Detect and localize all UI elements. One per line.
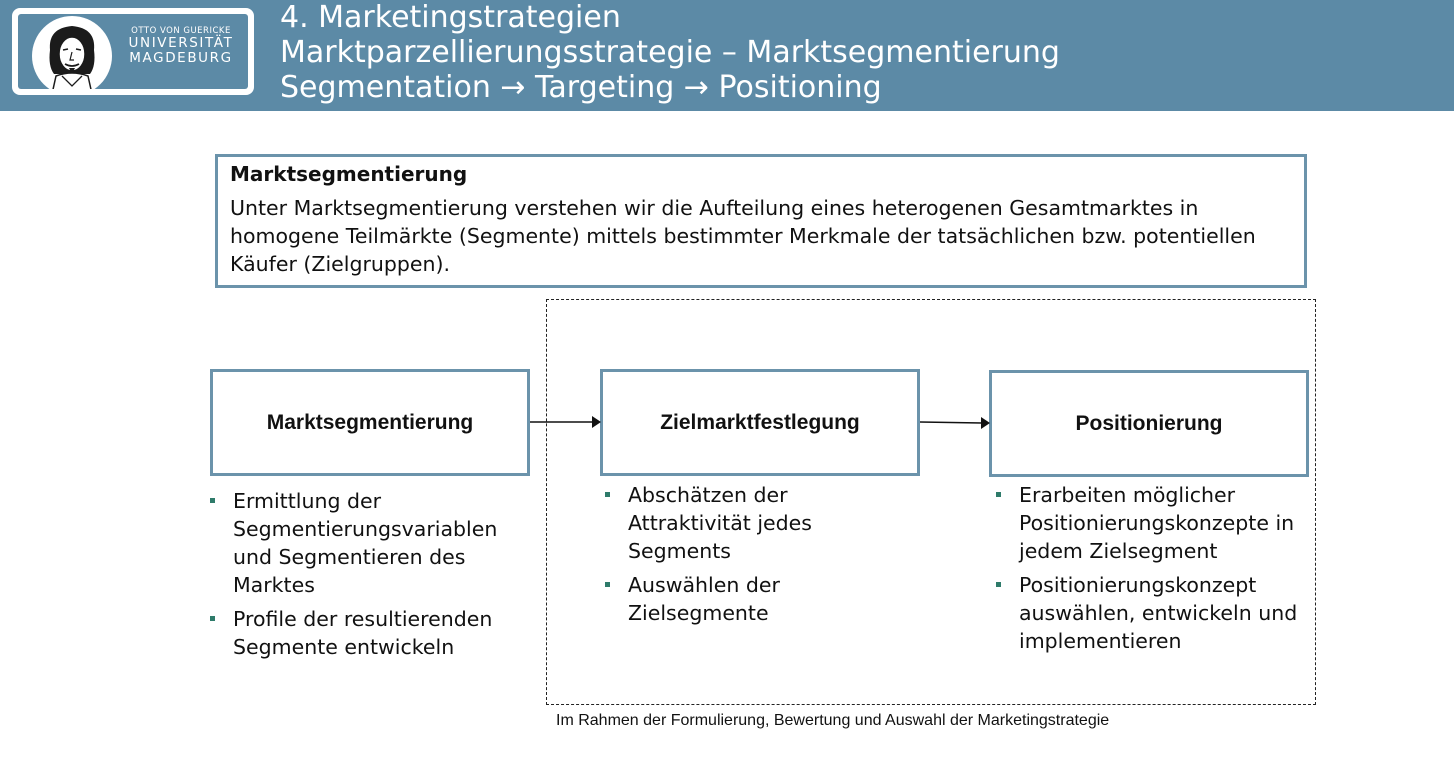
- title-line-1: 4. Marketingstrategien: [280, 0, 621, 35]
- logo-line2: MAGDEBURG: [129, 50, 233, 66]
- guericke-portrait-icon: [32, 16, 112, 89]
- bullet-list-segmentation: [210, 487, 530, 667]
- logo-inner: [18, 14, 248, 89]
- title-line-3: Segmentation → Targeting → Positioning: [280, 70, 882, 105]
- bullet-item: Ermittlung der Segmentierungsvariablen und Segmentieren des Marktes: [210, 487, 530, 599]
- slide-title: [280, 0, 1060, 105]
- stage-box-targeting: [600, 369, 920, 476]
- logo-line1: UNIVERSITÄT: [128, 35, 234, 51]
- bullet-item: Erarbeiten möglicher Positionierungskonzepte in jedem Zielsegment: [996, 481, 1306, 565]
- bullet-item: Positionierungskonzept auswählen, entwickeln und implementieren: [996, 571, 1306, 655]
- bullet-item: Profile der resultierenden Segmente entwickeln: [210, 605, 530, 661]
- bullet-item: Abschätzen der Attraktivität jedes Segments: [605, 481, 865, 565]
- definition-text: Unter Marktsegmentierung verstehen wir die Aufteilung eines heterogenen Gesamtmarktes in homogene Teilmärkte (Segmente) mittels bestimmter Merkmale der tatsächlichen bzw. potentiellen Käufer (Zielgruppen).: [230, 196, 1256, 276]
- stage-label-targeting: Zielmarktfestlegung: [660, 410, 860, 434]
- stage-box-segmentation: [210, 369, 530, 476]
- header-bar: [0, 0, 1454, 111]
- definition-box: [215, 154, 1307, 288]
- logo-text: [118, 26, 244, 66]
- stage-label-segmentation: Marktsegmentierung: [266, 410, 474, 434]
- logo-small-text: OTTO VON GUERICKE: [131, 26, 231, 36]
- bullet-list-positioning: [996, 481, 1306, 661]
- stage-label-positioning: Positionierung: [1075, 411, 1223, 435]
- university-logo: [12, 8, 254, 95]
- bullet-list-targeting: [605, 481, 865, 633]
- stage-box-positioning: [989, 370, 1309, 477]
- title-line-2: Marktparzellierungsstrategie – Marktsegmentierung: [280, 35, 1060, 70]
- bullet-item: Auswählen der Zielsegmente: [605, 571, 865, 627]
- definition-title: Marktsegmentierung: [230, 162, 468, 186]
- frame-caption: Im Rahmen der Formulierung, Bewertung und Auswahl der Marketingstrategie: [556, 712, 1110, 729]
